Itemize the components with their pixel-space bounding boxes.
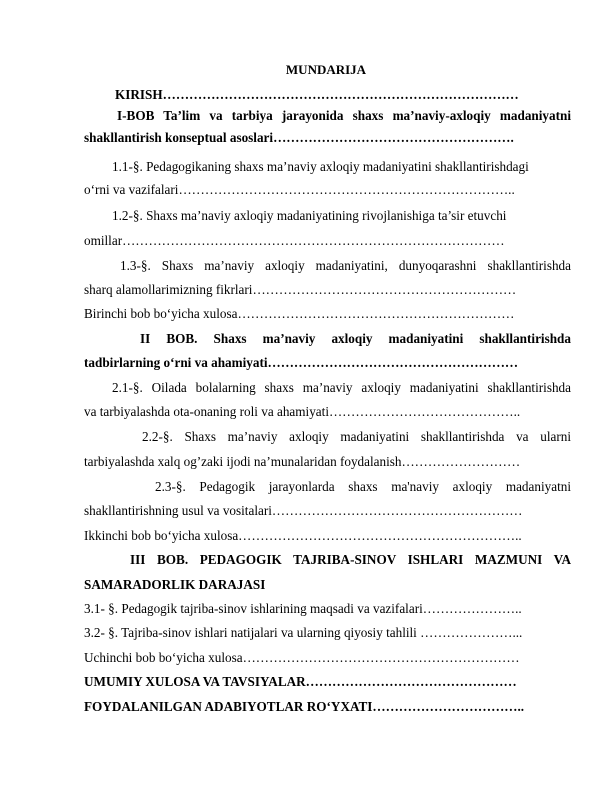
toc-section-3-1: 3.1- §. Pedagogik tajriba-sinov ishlarining maqsadi va vazifalari………………….. — [84, 601, 522, 616]
toc-section-1-3-cont: sharq alamollarimizning fikrlari…………………………………………………… — [84, 282, 517, 297]
toc-chapter-3-summary: Uchinchi bob bo‘yicha xulosa……………………………………………………… — [84, 650, 520, 665]
toc-section-1-1-cont: o‘rni va vazifalari………………………………………………………………….. — [84, 182, 515, 197]
toc-section-1-1: 1.1-§. Pedagogikaning shaxs ma’naviy axloqiy madaniyatini shakllantirishdagi — [112, 159, 529, 174]
toc-bibliography: FOYDALANILGAN ADABIYOTLAR RO‘YXATI…………………………….. — [84, 699, 525, 714]
toc-section-2-2: 2.2-§. Shaxs ma’naviy axloqiy madaniyatini shakllantirishda va ularni — [142, 429, 571, 444]
toc-chapter-1-heading: I-BOB Ta’lim va tarbiya jarayonida shaxs ma’naviy-axloqiy madaniyatni — [117, 108, 571, 123]
toc-section-2-1: 2.1-§. Oilada bolalarning shaxs ma’naviy axloqiy madaniyatini shakllantirishda — [112, 380, 571, 395]
toc-chapter-2-summary: Ikkinchi bob bo‘yicha xulosa……………………………………………………….. — [84, 528, 522, 543]
toc-chapter-2-heading-cont: tadbirlarning o‘rni va ahamiyati………………………………………………… — [84, 355, 519, 370]
toc-section-3-2: 3.2- §. Tajriba-sinov ishlari natijalari va ularning qiyosiy tahlili …………………... — [84, 625, 523, 640]
toc-section-2-3-cont: shakllantirishning usul va vositalari………………………………………………… — [84, 503, 523, 518]
toc-section-2-1-cont: va tarbiyalashda ota-onaning roli va ahamiyati…………………………………….. — [84, 404, 521, 419]
toc-section-1-3: 1.3-§. Shaxs ma’naviy axloqiy madaniyatini, dunyoqarashni shakllantirishda — [120, 258, 571, 273]
toc-entry-kirish: KIRISH……………………………………………………………………… — [115, 87, 519, 102]
toc-chapter-3-heading-cont: SAMARADORLIK DARAJASI — [84, 577, 266, 592]
toc-chapter-3-heading: III BOB. PEDAGOGIK TAJRIBA-SINOV ISHLARI MAZMUNI VA — [130, 552, 571, 567]
toc-section-2-3: 2.3-§. Pedagogik jarayonlarda shaxs ma'naviy axloqiy madaniyatni — [155, 479, 571, 494]
toc-chapter-1-summary: Birinchi bob bo‘yicha xulosa……………………………………………………… — [84, 306, 515, 321]
toc-section-1-2-cont: omillar…………………………………………………………………………… — [84, 233, 505, 248]
page-title: MUNDARIJA — [285, 62, 367, 77]
toc-chapter-1-heading-cont: shakllantirish konseptual asoslari………………………………………………. — [84, 130, 514, 145]
toc-section-1-2: 1.2-§. Shaxs ma’naviy axloqiy madaniyatining rivojlanishiga ta’sir etuvchi — [112, 208, 507, 223]
toc-conclusion: UMUMIY XULOSA VA TAVSIYALAR………………………………………… — [84, 674, 517, 689]
toc-section-2-2-cont: tarbiyalashda xalq og’zaki ijodi na’munalaridan foydalanish……………………… — [84, 454, 521, 469]
toc-chapter-2-heading: II BOB. Shaxs ma’naviy axloqiy madaniyatini shakllantirishda — [140, 331, 571, 346]
